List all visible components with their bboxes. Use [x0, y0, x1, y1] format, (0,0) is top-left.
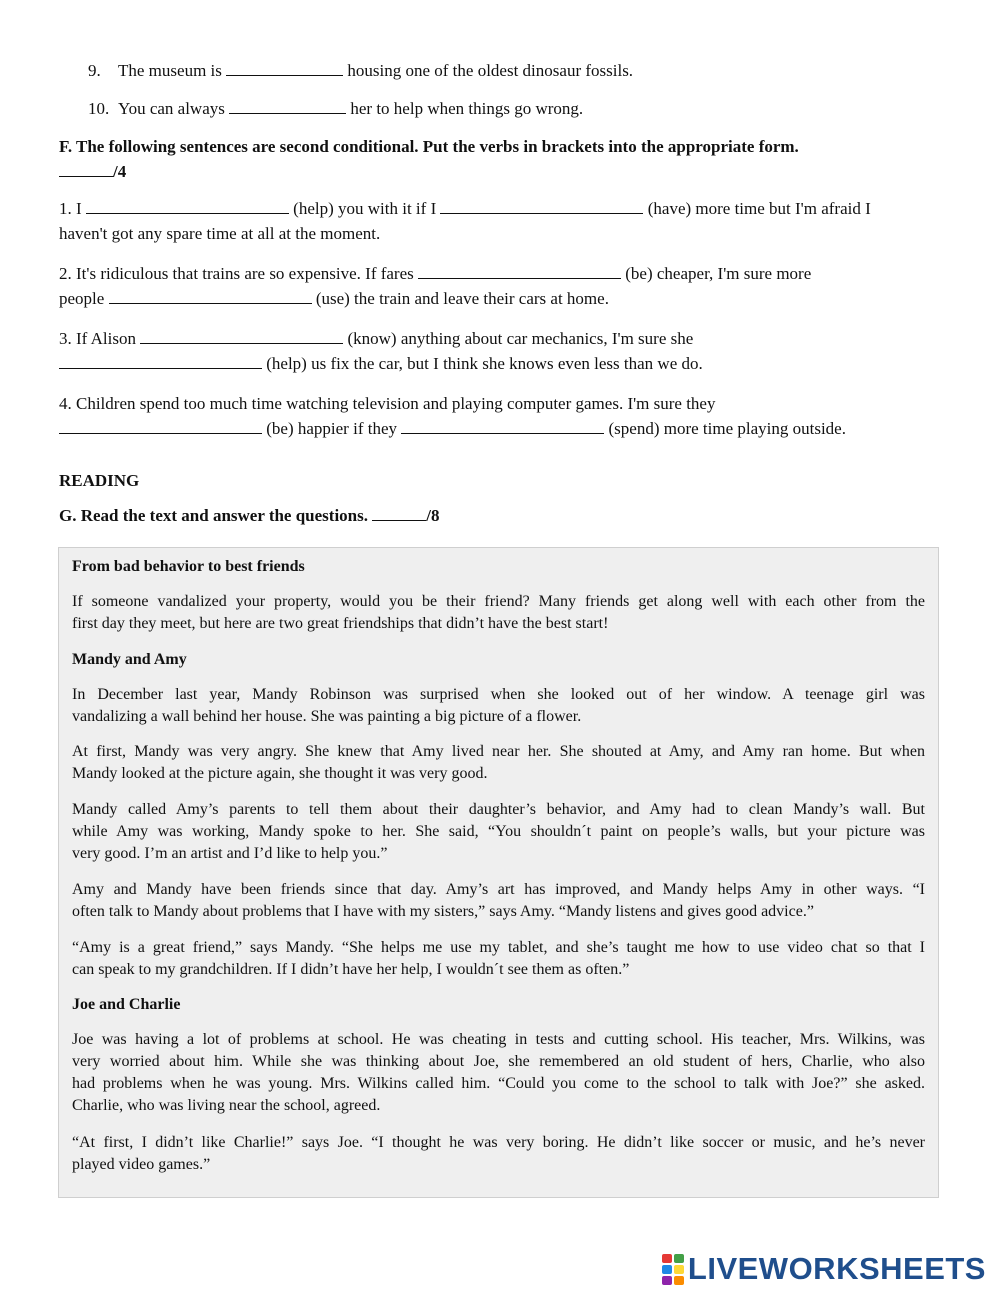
score-blank[interactable] — [59, 159, 113, 177]
paragraph — [72, 684, 925, 728]
list-item — [88, 96, 583, 121]
liveworksheets-logo[interactable] — [662, 1252, 986, 1286]
exercise-g-heading — [59, 503, 440, 528]
text-line: Charlie, who was living near the school, agreed. — [72, 1097, 381, 1114]
score-total: /8 — [426, 506, 440, 525]
text-line: At first, Mandy was very angry. She knew that Amy lived near her. She shouted at Amy, and Amy ran home. But when — [72, 743, 925, 760]
item-text-before: The museum is — [118, 61, 222, 80]
item-text-after: her to help when things go wrong. — [350, 99, 584, 118]
q-text: 4. Children spend too much time watching television and playing computer games. I'm sure they — [59, 394, 716, 413]
question-f2 — [59, 261, 940, 311]
text-line: often talk to Mandy about problems that I have with my sisters,” says Amy. “Mandy listens and gives good advice.” — [72, 903, 814, 920]
paragraph — [72, 937, 925, 981]
heading-text: G. Read the text and answer the questions. — [59, 506, 369, 525]
q-text: 1. I — [59, 199, 82, 218]
item-number: 10. — [88, 99, 110, 118]
question-f1 — [59, 196, 940, 246]
text-line: In December last year, Mandy Robinson was surprised when she looked out of her window. A teenage girl was — [72, 686, 925, 703]
text-line: Mandy called Amy’s parents to tell them about their daughter’s behavior, and Amy had to clean Mandy’s wall. But — [72, 801, 925, 818]
list-item — [88, 58, 633, 83]
text-line: first day they meet, but here are two great friendships that didn’t have the best start! — [72, 615, 609, 632]
text-line: very good. I’m an artist and I’d like to help you.” — [72, 845, 388, 862]
q-text: (help) you with it if I — [293, 199, 437, 218]
answer-blank[interactable] — [229, 96, 346, 114]
reading-section-title: READING — [59, 471, 140, 490]
question-f4 — [59, 391, 940, 441]
text-line: vandalizing a wall behind her house. She was painting a big picture of a flower. — [72, 708, 582, 725]
q-text: (have) more time but I'm afraid I — [647, 199, 871, 218]
paragraph — [72, 799, 925, 865]
logo-mark-icon — [662, 1254, 684, 1284]
q-text: (use) the train and leave their cars at home. — [315, 289, 609, 308]
q-text: people — [59, 289, 105, 308]
answer-blank[interactable] — [418, 261, 621, 279]
paragraph — [72, 879, 925, 923]
article-title: From bad behavior to best friends — [72, 558, 305, 575]
item-text-after: housing one of the oldest dinosaur fossils. — [347, 61, 634, 80]
text-line: while Amy was working, Mandy spoke to her. She said, “You shouldn´t paint on people’s walls, but your picture was — [72, 823, 925, 840]
item-number: 9. — [88, 61, 101, 80]
text-line: very worried about him. While she was thinking about Joe, she remembered an old student of hers, Charlie, who also — [72, 1053, 925, 1070]
text-line: Mandy looked at the picture again, she thought it was very good. — [72, 765, 488, 782]
q-text: 3. If Alison — [59, 329, 136, 348]
answer-blank[interactable] — [59, 351, 262, 369]
answer-blank[interactable] — [59, 416, 262, 434]
text-line: “At first, I didn’t like Charlie!” says Joe. “I thought he was very boring. He didn’t like soccer or music, and he’s never — [72, 1134, 925, 1151]
q-text: (be) happier if they — [266, 419, 397, 438]
section-title-mandy-amy: Mandy and Amy — [72, 651, 187, 668]
exercise-f-heading — [59, 134, 940, 184]
answer-blank[interactable] — [226, 58, 343, 76]
q-text: (help) us fix the car, but I think she knows even less than we do. — [266, 354, 703, 373]
answer-blank[interactable] — [109, 286, 312, 304]
answer-blank[interactable] — [440, 196, 643, 214]
paragraph — [72, 1132, 925, 1176]
answer-blank[interactable] — [140, 326, 343, 344]
answer-blank[interactable] — [86, 196, 289, 214]
item-text-before: You can always — [118, 99, 225, 118]
score-total: /4 — [113, 162, 127, 181]
text-line: had problems when he was young. Mrs. Wilkins called him. “Could you come to the school to talk with Joe?” she asked. — [72, 1075, 925, 1092]
question-f3 — [59, 326, 940, 376]
text-line: Joe was having a lot of problems at school. He was cheating in tests and cutting school. His teacher, Mrs. Wilkins, was — [72, 1031, 925, 1048]
heading-text: F. The following sentences are second conditional. Put the verbs in brackets into the appropriate form. — [59, 137, 799, 156]
text-line: If someone vandalized your property, would you be their friend? Many friends get along well with each other from the — [72, 593, 925, 610]
score-blank[interactable] — [372, 503, 426, 521]
article-intro — [72, 591, 925, 635]
q-text: (know) anything about car mechanics, I'm sure she — [347, 329, 694, 348]
text-line: “Amy is a great friend,” says Mandy. “She helps me use my tablet, and she’s taught me how to use video chat so that I — [72, 939, 925, 956]
paragraph — [72, 741, 925, 785]
q-text: (spend) more time playing outside. — [608, 419, 846, 438]
text-line: can speak to my grandchildren. If I didn’t have her help, I wouldn´t see them as often.” — [72, 961, 630, 978]
q-text: haven't got any spare time at all at the moment. — [59, 224, 381, 243]
section-title-joe-charlie: Joe and Charlie — [72, 996, 181, 1013]
text-line: played video games.” — [72, 1156, 211, 1173]
q-text: 2. It's ridiculous that trains are so expensive. If fares — [59, 264, 414, 283]
q-text: (be) cheaper, I'm sure more — [625, 264, 812, 283]
logo-text: LIVEWORKSHEETS — [687, 1251, 986, 1286]
paragraph — [72, 1029, 925, 1117]
text-line: Amy and Mandy have been friends since that day. Amy’s art has improved, and Mandy helps Amy in other ways. “I — [72, 881, 925, 898]
answer-blank[interactable] — [401, 416, 604, 434]
